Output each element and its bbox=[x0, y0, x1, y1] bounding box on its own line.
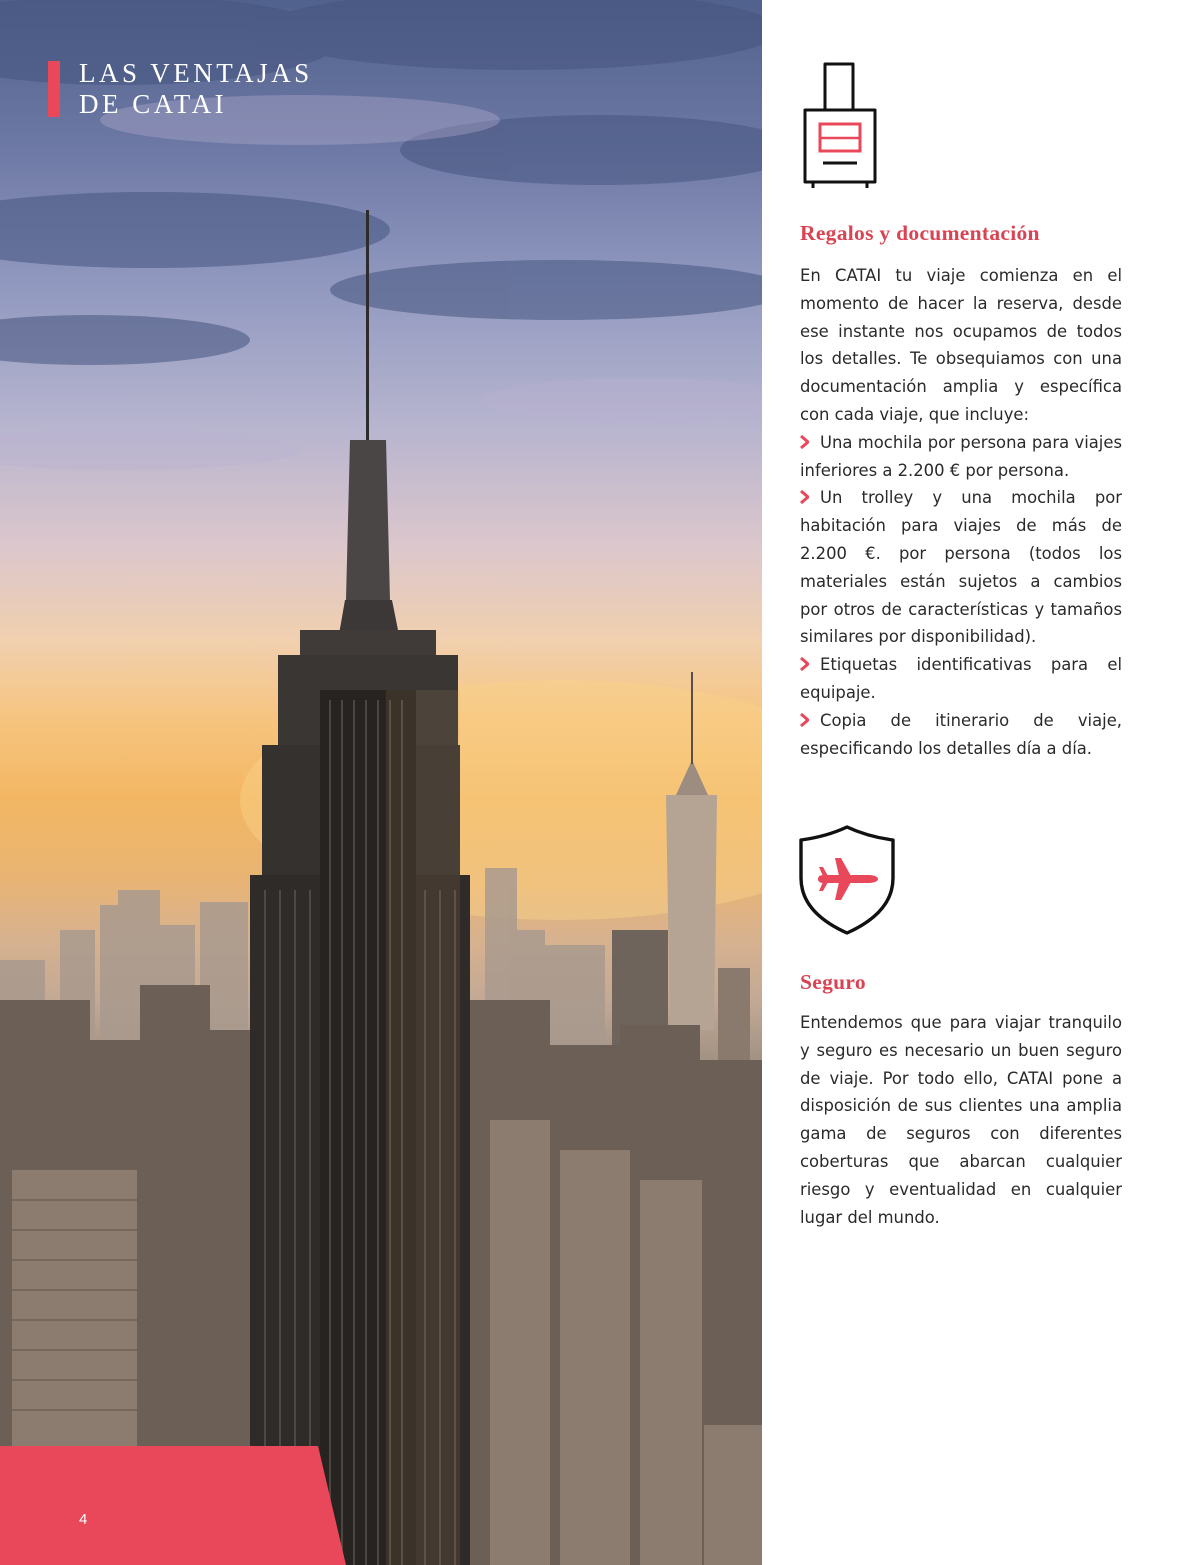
title-line-1: LAS VENTAJAS bbox=[79, 58, 313, 88]
section-heading: Seguro bbox=[800, 970, 866, 994]
section-seguro bbox=[800, 970, 1122, 1231]
title-line-2: DE CATAI bbox=[79, 89, 228, 119]
list-item-text: Etiquetas identificativas para el equipaje. bbox=[800, 655, 1122, 702]
section-heading: Regalos y documentación bbox=[800, 221, 1040, 245]
chevron-right-icon bbox=[800, 490, 809, 504]
list-item bbox=[800, 707, 1122, 763]
chevron-right-icon bbox=[800, 435, 809, 449]
list-item bbox=[800, 651, 1122, 707]
chevron-right-icon bbox=[800, 657, 809, 671]
list-item bbox=[800, 484, 1122, 651]
list-item-text: Una mochila por persona para viajes inferiores a 2.200 € por persona. bbox=[800, 432, 1122, 480]
list-item-text: Copia de itinerario de viaje, especificando los detalles día a día. bbox=[800, 710, 1122, 758]
page-number: 4 bbox=[79, 1511, 88, 1528]
page-corner-band bbox=[0, 1446, 346, 1565]
suitcase-icon bbox=[803, 60, 879, 194]
list-item-text: Un trolley y una mochila por habitación para viajes de más de 2.200 €. por persona (todos los materiales están sujetos a cambios por otros de características y tamaños similares por disponibilidad). bbox=[800, 488, 1122, 647]
shield-plane-icon bbox=[798, 824, 896, 940]
title-accent-bar bbox=[48, 61, 60, 117]
section-intro: Entendemos que para viajar tranquilo y seguro es necesario un buen seguro de viaje. Por todo ello, CATAI pone a disposición de sus clientes una amplia gama de seguros con diferentes coberturas que abarcan cualquier riesgo y eventualidad en cualquier lugar del mundo. bbox=[800, 1013, 1122, 1227]
section-intro: En CATAI tu viaje comienza en el momento de hacer la reserva, desde ese instante nos ocupamos de todos los detalles. Te obsequiamos con una documentación amplia y específica con cada viaje, que incluye: bbox=[800, 266, 1122, 424]
list-item bbox=[800, 429, 1122, 485]
chevron-right-icon bbox=[800, 713, 809, 727]
section-regalos bbox=[800, 221, 1122, 762]
section-title bbox=[48, 58, 313, 120]
page-title bbox=[79, 58, 313, 120]
